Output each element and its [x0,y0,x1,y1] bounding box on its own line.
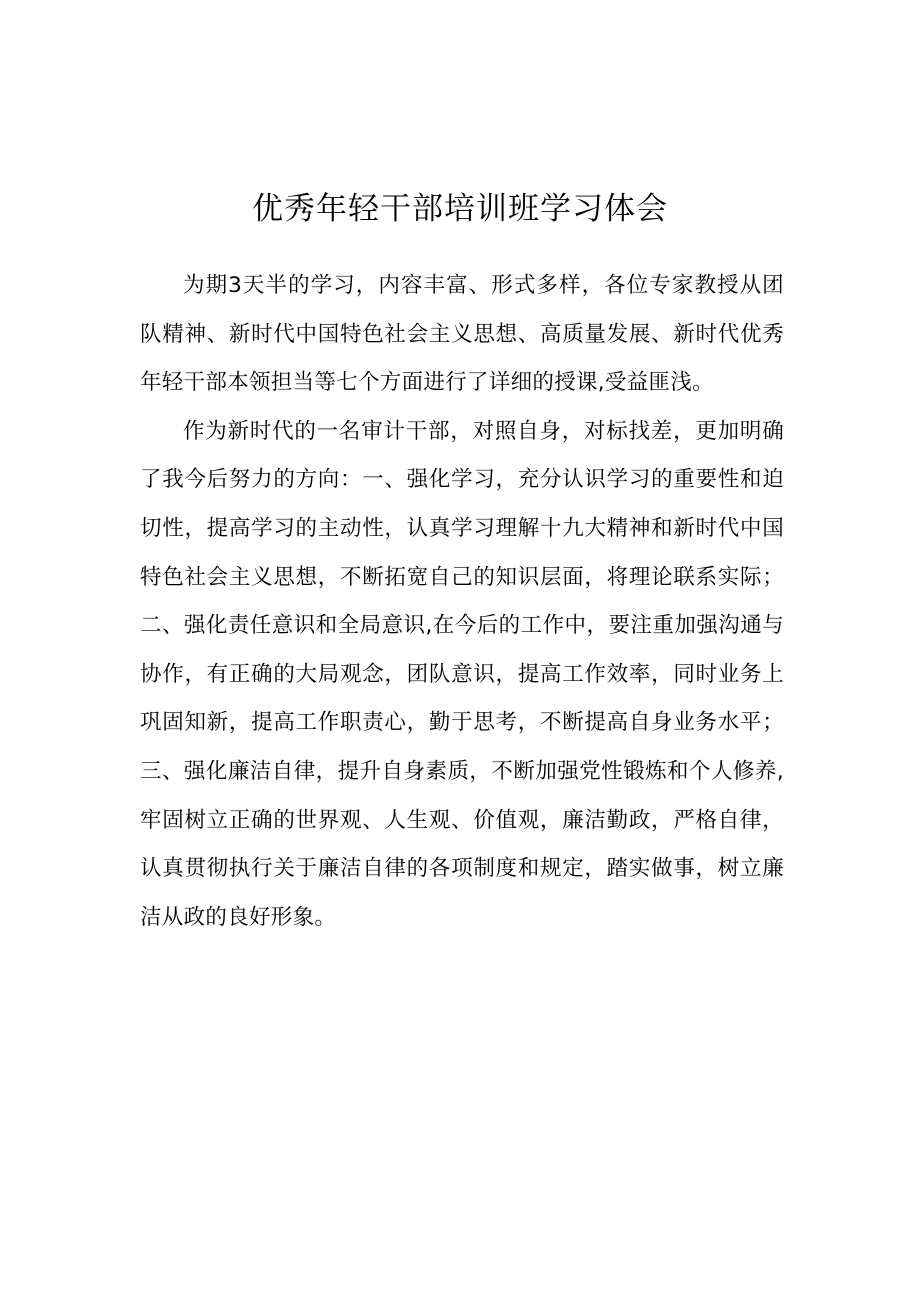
document-title: 优秀年轻干部培训班学习体会 [252,190,668,227]
paragraph-1: 为期3天半的学习，内容丰富、形式多样，各位专家教授从团队精神、新时代中国特色社会主义思想、高质量发展、新时代优秀年轻干部本领担当等七个方面进行了详细的授课,受益匪浅。 [140,273,784,396]
paragraph-2: 作为新时代的一名审计干部，对照自身，对标找差，更加明确了我今后努力的方向：一、强化学习，充分认识学习的重要性和迫切性，提高学习的主动性，认真学习理解十九大精神和新时代中国特色社会主义思想，不断拓宽自己的知识层面，将理论联系实际；二、强化责任意识和全局意识,在今后的工作中，要注重加强沟通与协作，有正确的大局观念，团队意识，提高工作效率，同时业务上巩固知新，提高工作职责心，勤于思考，不断提高自身业务水平；三、强化廉洁自律，提升自身素质，不断加强党性锻炼和个人修养,牢固树立正确的世界观、人生观、价值观，廉洁勤政，严格自律，认真贯彻执行关于廉洁自律的各项制度和规定，踏实做事，树立廉洁从政的良好形象。 [140,418,784,930]
document-body [140,262,784,942]
